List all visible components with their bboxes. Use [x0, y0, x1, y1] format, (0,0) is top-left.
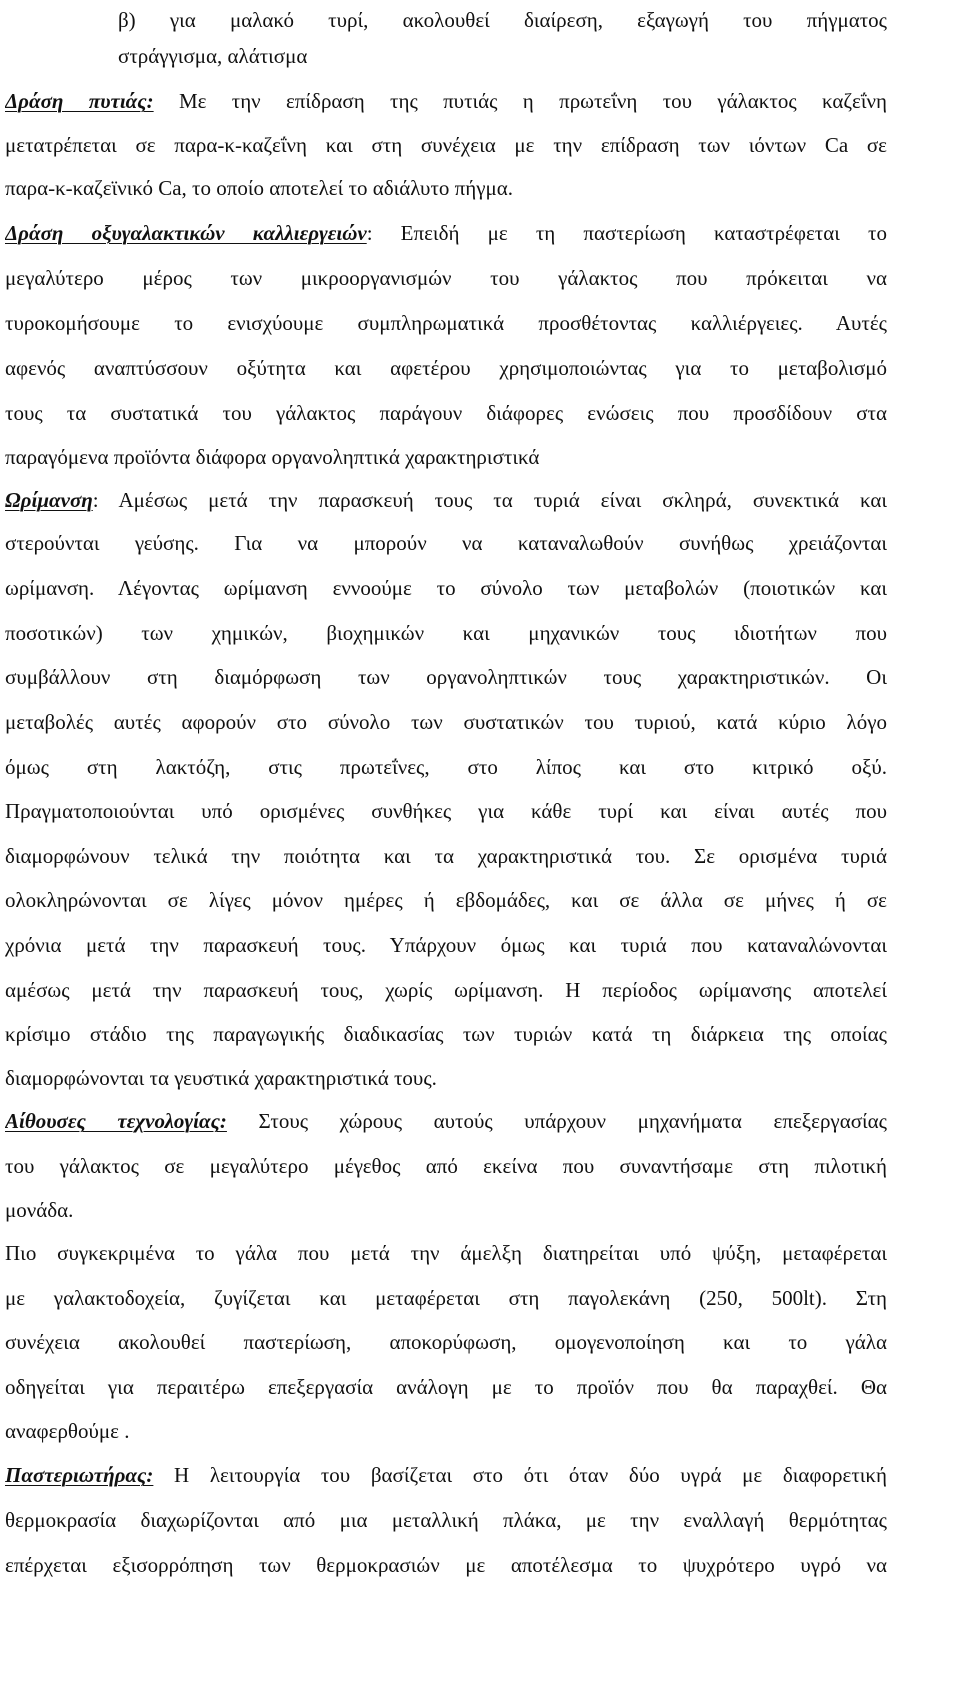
text-line — [5, 791, 887, 831]
line-text: επέρχεται εξισορρόπηση των θερμοκρασιών με αποτέλεσμα το ψυχρότερο υγρό να — [5, 1553, 887, 1577]
line-text: μονάδα. — [5, 1198, 74, 1222]
line-text: του γάλακτος σε μεγαλύτερο μέγεθος από εκείνα που συναντήσαμε στη πιλοτική — [5, 1154, 887, 1178]
text-line — [5, 258, 887, 298]
text-line — [5, 1278, 887, 1318]
text-line — [5, 1190, 887, 1230]
text-line — [5, 480, 887, 520]
text-line — [5, 925, 887, 965]
line-text: Πραγματοποιούνται υπό ορισμένες συνθήκες για κάθε τυρί και είναι αυτές που — [5, 799, 887, 823]
text-line — [5, 613, 887, 653]
line-text: θερμοκρασία διαχωρίζονται από μια μεταλλική πλάκα, με την εναλλαγή θερμότητας — [5, 1508, 887, 1532]
line-text: κρίσιμο στάδιο της παραγωγικής διαδικασίας των τυριών κατά τη διάρκεια της οποίας — [5, 1022, 887, 1046]
text-line — [5, 657, 887, 697]
text-line — [5, 1146, 887, 1186]
text-line — [5, 1411, 887, 1451]
text-line — [5, 1322, 887, 1362]
line-text: αμέσως μετά την παρασκευή τους, χωρίς ωρίμανση. Η περίοδος ωρίμανσης αποτελεί — [5, 978, 887, 1002]
line-text: συμβάλλουν στη διαμόρφωση των οργανοληπτικών τους χαρακτηριστικών. Οι — [5, 665, 887, 689]
line-text: τυροκομήσουμε το ενισχύουμε συμπληρωματικά προσθέτοντας καλλιέργειες. Αυτές — [5, 311, 887, 335]
line-text: στερούνται γεύσης. Για να μπορούν να καταναλωθούν συνήθως χρειάζονται — [5, 531, 887, 555]
line-text: διαμορφώνονται τα γευστικά χαρακτηριστικά τους. — [5, 1066, 437, 1090]
line-text: μεγαλύτερο μέρος των μικροοργανισμών του γάλακτος που πρόκειται να — [5, 266, 887, 290]
line-text: ολοκληρώνονται σε λίγες μόνον ημέρες ή εβδομάδες, και σε άλλα σε μήνες ή σε — [5, 888, 887, 912]
line-text: παραγόμενα προϊόντα διάφορα οργανοληπτικά χαρακτηριστικά — [5, 445, 540, 469]
text-line — [5, 568, 887, 608]
line-text: αναφερθούμε . — [5, 1419, 130, 1443]
text-line — [5, 1500, 887, 1540]
line-text: συνέχεια ακολουθεί παστερίωση, αποκορύφωση, ομογενοποίηση και το γάλα — [5, 1330, 887, 1354]
text-line — [5, 348, 887, 388]
text-line — [5, 393, 887, 433]
line-text: Η λειτουργία του βασίζεται στο ότι όταν δύο υγρά με διαφορετική — [153, 1463, 887, 1487]
line-text: Με την επίδραση της πυτιάς η πρωτεΐνη του γάλακτος καζεΐνη — [153, 89, 887, 113]
text-line — [5, 970, 887, 1010]
line-text: ωρίμανση. Λέγοντας ωρίμανση εννοούμε το σύνολο των μεταβολών (ποιοτικών και — [5, 576, 887, 600]
text-line — [5, 523, 887, 563]
text-line — [5, 836, 887, 876]
text-line — [118, 36, 887, 76]
line-text: μεταβολές αυτές αφορούν στο σύνολο των συστατικών του τυριού, κατά κύριο λόγο — [5, 710, 887, 734]
section-term: Δράση πυτιάς: — [5, 89, 154, 113]
text-line — [5, 1233, 887, 1273]
line-text: Στους χώρους αυτούς υπάρχουν μηχανήματα επεξεργασίας — [226, 1109, 887, 1133]
text-line — [5, 81, 887, 121]
text-line — [5, 1545, 887, 1585]
text-line — [5, 1101, 887, 1141]
text-line — [5, 303, 887, 343]
section-term: Ωρίμανση — [5, 488, 93, 512]
line-text: χρόνια μετά την παρασκευή τους. Υπάρχουν όμως και τυριά που καταναλώνονται — [5, 933, 887, 957]
line-text: β) για μαλακό τυρί, ακολουθεί διαίρεση, εξαγωγή του πήγματος — [118, 8, 887, 32]
text-line — [5, 880, 887, 920]
line-text: : Επειδή με τη παστερίωση καταστρέφεται το — [366, 221, 887, 245]
line-text: μετατρέπεται σε παρα-κ-καζεΐνη και στη συνέχεια με την επίδραση των ιόντων Ca σε — [5, 133, 887, 157]
text-line — [5, 168, 887, 208]
text-line — [5, 437, 887, 477]
line-text: ποσοτικών) των χημικών, βιοχημικών και μηχανικών τους ιδιοτήτων που — [5, 621, 887, 645]
line-text: διαμορφώνουν τελικά την ποιότητα και τα χαρακτηριστικά του. Σε ορισμένα τυριά — [5, 844, 887, 868]
line-text: οδηγείται για περαιτέρω επεξεργασία ανάλογη με το προϊόν που θα παραχθεί. Θα — [5, 1375, 887, 1399]
line-text: αφενός αναπτύσσουν οξύτητα και αφετέρου χρησιμοποιώντας για το μεταβολισμό — [5, 356, 887, 380]
line-text: στράγγισμα, αλάτισμα — [118, 44, 308, 68]
text-line — [5, 1367, 887, 1407]
section-term: Δράση οξυγαλακτικών καλλιεργειών — [5, 221, 367, 245]
text-line — [5, 1455, 887, 1495]
text-line — [5, 125, 887, 165]
line-text: παρα-κ-καζεϊνικό Ca, το οποίο αποτελεί το αδιάλυτο πήγμα. — [5, 176, 514, 200]
line-text: : Αμέσως μετά την παρασκευή τους τα τυριά είναι σκληρά, συνεκτικά και — [92, 488, 887, 512]
text-line — [5, 747, 887, 787]
text-line — [118, 0, 887, 40]
text-line — [5, 1014, 887, 1054]
text-line — [5, 213, 887, 253]
section-term: Αίθουσες τεχνολογίας: — [5, 1109, 227, 1133]
text-line — [5, 702, 887, 742]
line-text: Πιο συγκεκριμένα το γάλα που μετά την άμελξη διατηρείται υπό ψύξη, μεταφέρεται — [5, 1241, 887, 1265]
line-text: με γαλακτοδοχεία, ζυγίζεται και μεταφέρεται στη παγολεκάνη (250, 500lt). Στη — [5, 1286, 887, 1310]
section-term: Παστεριωτήρας: — [5, 1463, 154, 1487]
line-text: όμως στη λακτόζη, στις πρωτεΐνες, στο λίπος και στο κιτρικό οξύ. — [5, 755, 887, 779]
text-line — [5, 1058, 887, 1098]
line-text: τους τα συστατικά του γάλακτος παράγουν διάφορες ενώσεις που προσδίδουν στα — [5, 401, 887, 425]
